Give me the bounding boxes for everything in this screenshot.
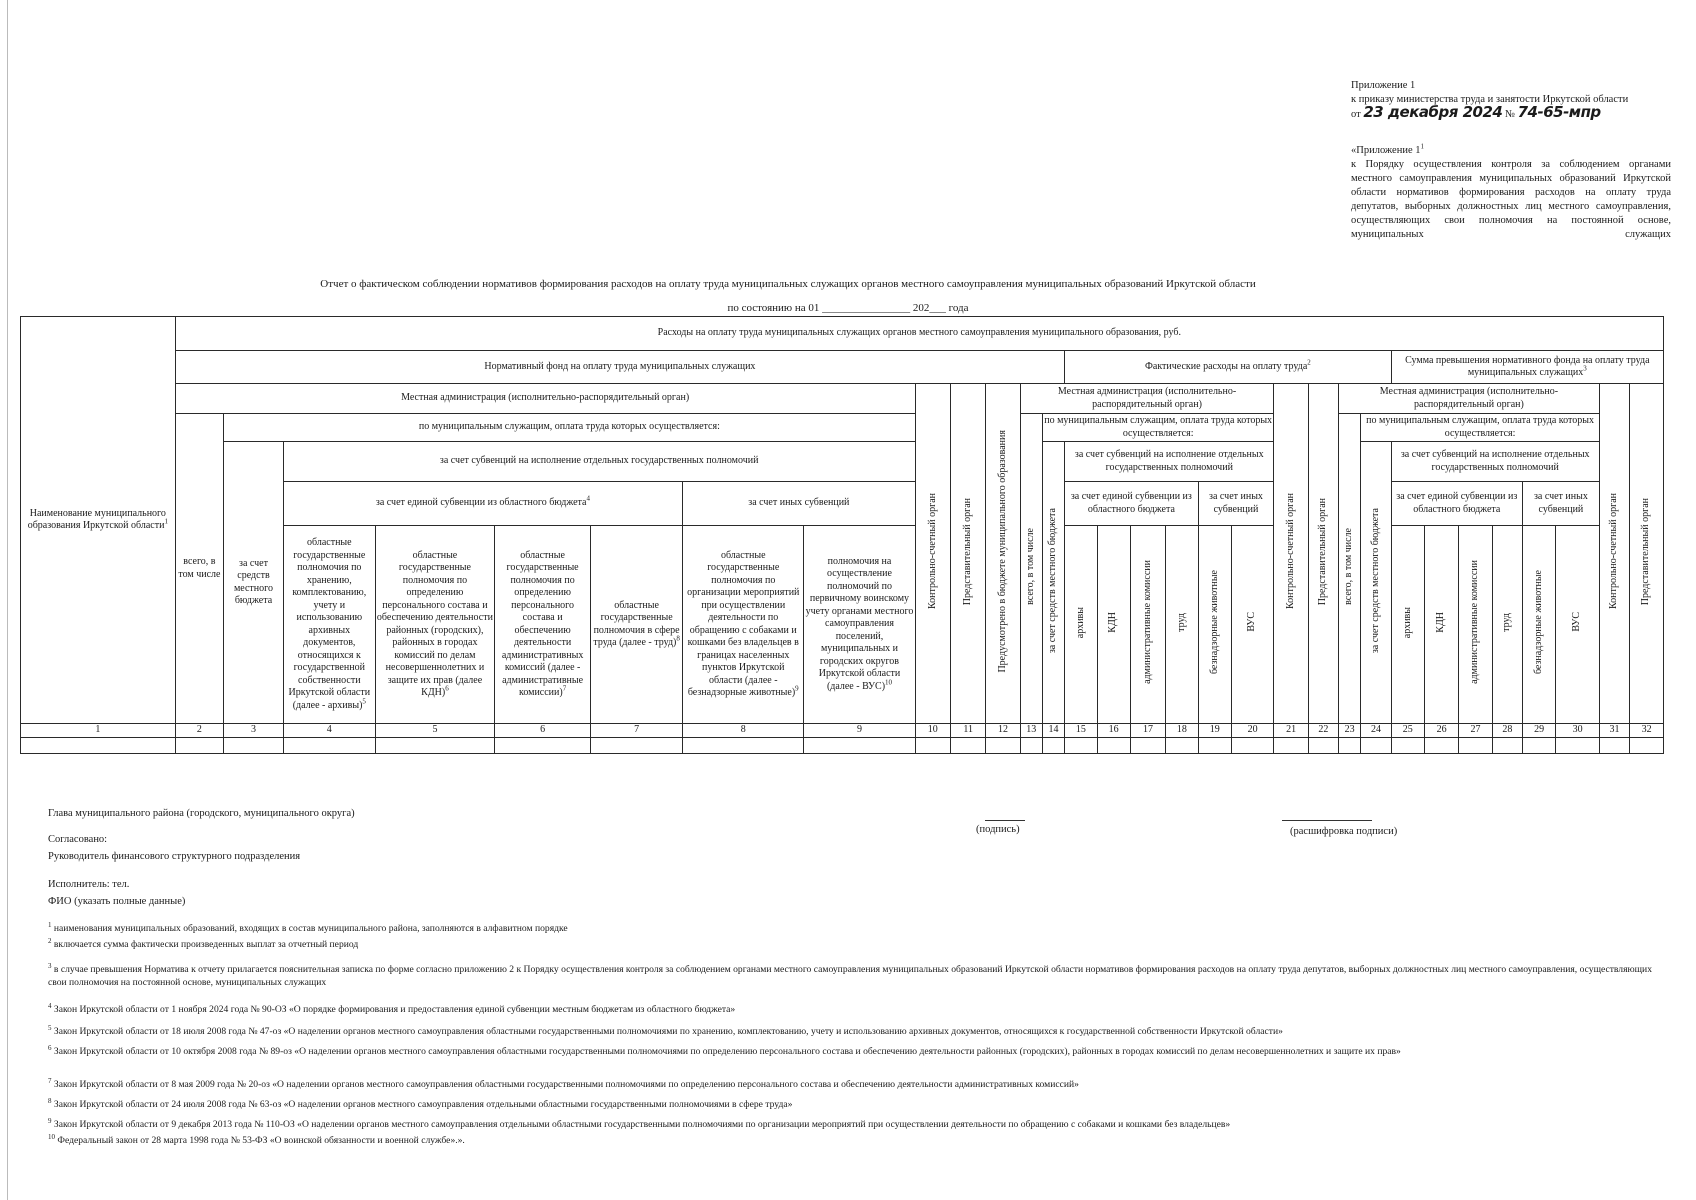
data-cell[interactable] bbox=[1065, 737, 1097, 753]
report-title: Отчет о фактическом соблюдении нормативов формирования расходов на оплату труда муниципальных служащих органов местного самоуправления муниципальных образований Иркутской области bbox=[320, 278, 1256, 290]
column-number-cell: 21 bbox=[1274, 724, 1308, 738]
col-vus-actual: ВУС bbox=[1231, 526, 1273, 724]
inner-appendix-label: «Приложение $1^1$ bbox=[1351, 142, 1424, 156]
column-number-cell: 17 bbox=[1130, 724, 1165, 738]
signature-line bbox=[985, 820, 1025, 821]
footnote-number: 8 bbox=[48, 1096, 52, 1105]
from-label: от bbox=[1351, 109, 1361, 120]
column-number-cell: 15 bbox=[1065, 724, 1097, 738]
footnote-3 bbox=[48, 963, 1658, 989]
col-adm-commissions-norm: областные государственные полномочия по определению персонального состава и обеспечению деятельности административных комиссий (далее - административные комиссии)$^7$ bbox=[495, 526, 591, 724]
data-cell[interactable] bbox=[683, 737, 804, 753]
footnote-6 bbox=[48, 1045, 1658, 1058]
data-cell[interactable] bbox=[175, 737, 224, 753]
data-cell[interactable] bbox=[1274, 737, 1308, 753]
col-control-body-excess: Контрольно-счетный орган bbox=[1599, 384, 1629, 724]
column-number-cell: 9 bbox=[804, 724, 915, 738]
subventions-header-actual: за счет субвенций на исполнение отдельных государственных полномочий bbox=[1065, 442, 1274, 482]
footnote-text: наименования муниципальных образований, входящих в состав муниципального района, заполняются в алфавитном порядке bbox=[53, 923, 568, 934]
column-number-cell: 32 bbox=[1630, 724, 1664, 738]
data-cell[interactable] bbox=[283, 737, 375, 753]
column-number-cell: 10 bbox=[915, 724, 950, 738]
col-control-body-actual: Контрольно-счетный орган bbox=[1274, 384, 1308, 724]
column-number-cell: 20 bbox=[1231, 724, 1273, 738]
col-kdn-actual: КДН bbox=[1097, 526, 1130, 724]
footnote-7 bbox=[48, 1078, 1658, 1091]
footnote-text: Закон Иркутской области от 24 июля 2008 года № 63-оз «О наделении органов местного самоуправления отдельными областными государственными полномочиями в сфере труда» bbox=[53, 1099, 793, 1110]
finance-head-label: Руководитель финансового структурного подразделения bbox=[48, 851, 301, 862]
executor-label: Исполнитель: тел. bbox=[48, 879, 130, 890]
column-number-cell: 24 bbox=[1361, 724, 1391, 738]
norm-fund-header: Нормативный фонд на оплату труда муниципальных служащих bbox=[175, 351, 1065, 384]
col-labor-actual: труд bbox=[1166, 526, 1198, 724]
footnote-5 bbox=[48, 1025, 1658, 1038]
footnote-number: 2 bbox=[48, 936, 52, 945]
col-kdn-excess: КДН bbox=[1424, 526, 1458, 724]
local-admin-header-actual: Местная администрация (исполнительно-распорядительный орган) bbox=[1020, 384, 1274, 414]
col-vus-excess: ВУС bbox=[1556, 526, 1599, 724]
footnote-1 bbox=[48, 922, 1658, 935]
data-cell[interactable] bbox=[1308, 737, 1338, 753]
excess-header: Сумма превышения нормативного фонда на оплату труда муниципальных служащих$^3$ bbox=[1391, 351, 1663, 384]
single-subvention-header-norm: за счет единой субвенции из областного бюджета$^4$ bbox=[283, 482, 682, 526]
data-cell[interactable] bbox=[1556, 737, 1599, 753]
footnote-number: 9 bbox=[48, 1116, 52, 1125]
local-admin-header-norm: Местная администрация (исполнительно-распорядительный орган) bbox=[175, 384, 915, 414]
column-number-cell: 25 bbox=[1391, 724, 1424, 738]
col-total-norm: всего, в том числе bbox=[175, 414, 224, 724]
column-number-cell: 8 bbox=[683, 724, 804, 738]
footnote-number: 6 bbox=[48, 1043, 52, 1052]
footnote-text: Закон Иркутской области от 18 июля 2008 года № 47-оз «О наделении органов местного самоуправления областными государственными полномочиями по хранению, комплектованию, учету и использованию архивных документов, относящихся к государственной собственности Иркутской области» bbox=[53, 1026, 1283, 1037]
data-cell[interactable] bbox=[950, 737, 985, 753]
data-cell[interactable] bbox=[1130, 737, 1165, 753]
procedure-reference: к Порядку осуществления контроля за соблюдением органами местного самоуправления муниципальных образований Иркутской области нормативов формирования расходов на оплату труда депутатов, выборных должностных лиц местного самоуправления, осуществляющих свои полномочия на постоянной основе, муниципальных служащих bbox=[1351, 159, 1671, 240]
footnote-text: Закон Иркутской области от 1 ноября 2024 года № 90-ОЗ «О порядке формирования и предоставления единой субвенции местным бюджетам из областного бюджета» bbox=[53, 1004, 736, 1015]
decode-line bbox=[1282, 820, 1372, 821]
other-subvention-header-norm: за счет иных субвенций bbox=[683, 482, 915, 526]
fio-label: ФИО (указать полные данные) bbox=[48, 896, 186, 907]
col-total-actual: всего, в том числе bbox=[1020, 414, 1042, 724]
column-number-cell: 23 bbox=[1339, 724, 1361, 738]
column-number-cell: 2 bbox=[175, 724, 224, 738]
column-number-cell: 5 bbox=[375, 724, 494, 738]
col-total-excess: всего, в том числе bbox=[1339, 414, 1361, 724]
data-cell[interactable] bbox=[375, 737, 494, 753]
column-number-cell: 4 bbox=[283, 724, 375, 738]
local-admin-header-excess: Местная администрация (исполнительно-распорядительный орган) bbox=[1339, 384, 1600, 414]
column-number-cell: 27 bbox=[1459, 724, 1492, 738]
data-cell[interactable] bbox=[1424, 737, 1458, 753]
decode-caption: (расшифровка подписи) bbox=[1290, 826, 1398, 837]
footnote-4 bbox=[48, 1003, 1658, 1016]
subventions-header-norm: за счет субвенций на исполнение отдельных государственных полномочий bbox=[283, 442, 915, 482]
data-cell[interactable] bbox=[915, 737, 950, 753]
footnote-number: 4 bbox=[48, 1001, 52, 1010]
col-control-body-norm: Контрольно-счетный орган bbox=[915, 384, 950, 724]
col-adm-commissions-actual: административные комиссии bbox=[1130, 526, 1165, 724]
footnote-8 bbox=[48, 1098, 1658, 1111]
column-number-cell: 12 bbox=[986, 724, 1020, 738]
footnote-10 bbox=[48, 1134, 1658, 1147]
subventions-header-excess: за счет субвенций на исполнение отдельных государственных полномочий bbox=[1391, 442, 1599, 482]
column-number-cell: 28 bbox=[1492, 724, 1522, 738]
column-number-cell: 7 bbox=[591, 724, 683, 738]
col-animals-actual: безнадзорные животные bbox=[1198, 526, 1231, 724]
col-adm-commissions-excess: административные комиссии bbox=[1459, 526, 1492, 724]
data-cell[interactable] bbox=[1166, 737, 1198, 753]
footnote-text: Закон Иркутской области от 8 мая 2009 года № 20-оз «О наделении органов местного самоуправления областными государственными полномочиями по определению персонального состава и обеспечению деятельности административных комиссий» bbox=[53, 1079, 1079, 1090]
data-cell[interactable] bbox=[1599, 737, 1629, 753]
by-staff-header-norm: по муниципальным служащим, оплата труда которых осуществляется: bbox=[224, 414, 915, 442]
footnote-number: 1 bbox=[48, 920, 52, 929]
column-number-cell: 6 bbox=[495, 724, 591, 738]
col-representative-norm: Представительный орган bbox=[950, 384, 985, 724]
footnote-9 bbox=[48, 1118, 1658, 1131]
footnote-number: 7 bbox=[48, 1076, 52, 1085]
col-labor-excess: труд bbox=[1492, 526, 1522, 724]
data-cell[interactable] bbox=[495, 737, 591, 753]
handwritten-number: 74-65-мпр bbox=[1517, 103, 1601, 121]
other-subvention-header-excess: за счет иных субвенций bbox=[1523, 482, 1600, 526]
data-cell[interactable] bbox=[1097, 737, 1130, 753]
report-date-line: по состоянию на 01 ________________ 202___ года bbox=[727, 302, 969, 314]
single-subvention-header-actual: за счет единой субвенции из областного бюджета bbox=[1065, 482, 1198, 526]
data-cell[interactable] bbox=[804, 737, 915, 753]
column-number-cell: 1 bbox=[21, 724, 176, 738]
footnote-text: Закон Иркутской области от 10 октября 2008 года № 89-оз «О наделении органов местного самоуправления областными государственными полномочиями по определению персонального состава и обеспечению деятельности районных (городских), районных в городах комиссий по делам несовершеннолетних и защите их прав» bbox=[53, 1046, 1401, 1057]
col-animals-excess: безнадзорные животные bbox=[1523, 526, 1556, 724]
column-number-cell: 11 bbox=[950, 724, 985, 738]
col-kdn-norm: областные государственные полномочия по определению персонального состава и обеспечению деятельности районных (городских), районных в городах комиссий по делам несовершеннолетних и защите их прав (далее КДН)$^6$ bbox=[375, 526, 494, 724]
data-cell[interactable] bbox=[1042, 737, 1064, 753]
single-subvention-header-excess: за счет единой субвенции из областного бюджета bbox=[1391, 482, 1522, 526]
col-planned-budget: Предусмотрено в бюджете муниципального образования bbox=[986, 384, 1020, 724]
column-number-cell: 19 bbox=[1198, 724, 1231, 738]
col-local-budget-actual: за счет средств местного бюджета bbox=[1042, 442, 1064, 724]
signature-caption: (подпись) bbox=[976, 824, 1020, 835]
actual-expenses-header: Фактические расходы на оплату труда$^2$ bbox=[1065, 351, 1391, 384]
data-cell[interactable] bbox=[224, 737, 284, 753]
by-staff-header-excess: по муниципальным служащим, оплата труда которых осуществляется: bbox=[1361, 414, 1600, 442]
col-municipality-name: Наименование муниципального образования Иркутской области$^1$ bbox=[21, 317, 176, 724]
handwritten-date: 23 декабря 2024 bbox=[1363, 103, 1503, 121]
data-cell[interactable] bbox=[1523, 737, 1556, 753]
footnote-text: в случае превышения Норматива к отчету прилагается пояснительная записка по форме согласно приложению 2 к Порядку осуществления контроля за соблюдением органами местного самоуправления муниципальных образований Иркутской области нормативов формирования расходов на оплату труда депутатов, выборных должностных лиц местного самоуправления, осуществляющих свои полномочия на постоянной основе, муниципальных служащих bbox=[48, 964, 1652, 988]
data-cell[interactable] bbox=[1361, 737, 1391, 753]
footnote-text: Федеральный закон от 28 марта 1998 года № 53-ФЗ «О воинской обязанности и военной службе».». bbox=[57, 1135, 465, 1146]
column-number-cell: 13 bbox=[1020, 724, 1042, 738]
order-reference: к приказу министерства труда и занятости Иркутской области bbox=[1351, 94, 1629, 105]
col-animals-norm: областные государственные полномочия по организации мероприятий при осуществлении деятельности по обращению с собаками и кошками без владельцев в границах населенных пунктов Иркутской области (далее - безнадзорные животные)$^9$ bbox=[683, 526, 804, 724]
data-cell[interactable] bbox=[1198, 737, 1231, 753]
data-cell[interactable] bbox=[591, 737, 683, 753]
data-cell[interactable] bbox=[986, 737, 1020, 753]
col-archives-actual: архивы bbox=[1065, 526, 1097, 724]
number-sign: № bbox=[1504, 109, 1515, 120]
column-number-cell: 31 bbox=[1599, 724, 1629, 738]
appendix-label: Приложение 1 bbox=[1351, 80, 1416, 91]
col-archives-norm: областные государственные полномочия по хранению, комплектованию, учету и использованию архивных документов, относящихся к государственной собственности Иркутской области (далее - архивы)$^5$ bbox=[283, 526, 375, 724]
footnote-text: включается сумма фактически произведенных выплат за отчетный период bbox=[53, 939, 359, 950]
column-number-row bbox=[21, 724, 1664, 738]
footnote-number: 3 bbox=[48, 961, 52, 970]
data-cell[interactable] bbox=[1492, 737, 1522, 753]
col-labor-norm: областные государственные полномочия в сфере труда (далее - труд)$^8$ bbox=[591, 526, 683, 724]
col-archives-excess: архивы bbox=[1391, 526, 1424, 724]
column-number-cell: 16 bbox=[1097, 724, 1130, 738]
data-cell[interactable] bbox=[1339, 737, 1361, 753]
column-number-cell: 30 bbox=[1556, 724, 1599, 738]
head-signature-label: Глава муниципального района (городского, муниципального округа) bbox=[48, 808, 355, 819]
col-vus-norm: полномочия на осуществление полномочий по первичному воинскому учету органами местного самоуправления поселений, муниципальных и городских округов Иркутской области (далее - ВУС)$^{10}$ bbox=[804, 526, 915, 724]
expenses-header: Расходы на оплату труда муниципальных служащих органов местного самоуправления муниципального образования, руб. bbox=[175, 317, 1663, 351]
footnote-2 bbox=[48, 938, 1658, 951]
column-number-cell: 26 bbox=[1424, 724, 1458, 738]
order-date-line bbox=[1351, 105, 1681, 122]
column-number-cell: 22 bbox=[1308, 724, 1338, 738]
data-cell[interactable] bbox=[1231, 737, 1273, 753]
data-cell[interactable] bbox=[1459, 737, 1492, 753]
by-staff-header-actual: по муниципальным служащим, оплата труда которых осуществляется: bbox=[1042, 414, 1273, 442]
other-subvention-header-actual: за счет иных субвенций bbox=[1198, 482, 1274, 526]
data-cell[interactable] bbox=[1391, 737, 1424, 753]
footnote-number: 5 bbox=[48, 1023, 52, 1032]
data-row-empty bbox=[21, 737, 1664, 753]
column-number-cell: 29 bbox=[1523, 724, 1556, 738]
data-cell[interactable] bbox=[1630, 737, 1664, 753]
scan-left-edge bbox=[7, 0, 8, 1200]
col-local-budget-norm: за счет средств местного бюджета bbox=[224, 442, 284, 724]
column-number-cell: 14 bbox=[1042, 724, 1064, 738]
col-representative-actual: Представительный орган bbox=[1308, 384, 1338, 724]
col-local-budget-excess: за счет средств местного бюджета bbox=[1361, 442, 1391, 724]
footnote-number: 10 bbox=[48, 1132, 55, 1141]
footnote-text: Закон Иркутской области от 9 декабря 2013 года № 110-ОЗ «О наделении органов местного самоуправления отдельными областными государственными полномочиями по организации мероприятий при осуществлении деятельности по обращению с собаками и кошками без владельцев» bbox=[53, 1119, 1231, 1130]
agreed-label: Согласовано: bbox=[48, 834, 108, 845]
column-number-cell: 3 bbox=[224, 724, 284, 738]
data-cell[interactable] bbox=[1020, 737, 1042, 753]
column-number-cell: 18 bbox=[1166, 724, 1198, 738]
col-representative-excess: Представительный орган bbox=[1630, 384, 1664, 724]
data-cell[interactable] bbox=[21, 737, 176, 753]
report-table bbox=[20, 316, 1664, 754]
